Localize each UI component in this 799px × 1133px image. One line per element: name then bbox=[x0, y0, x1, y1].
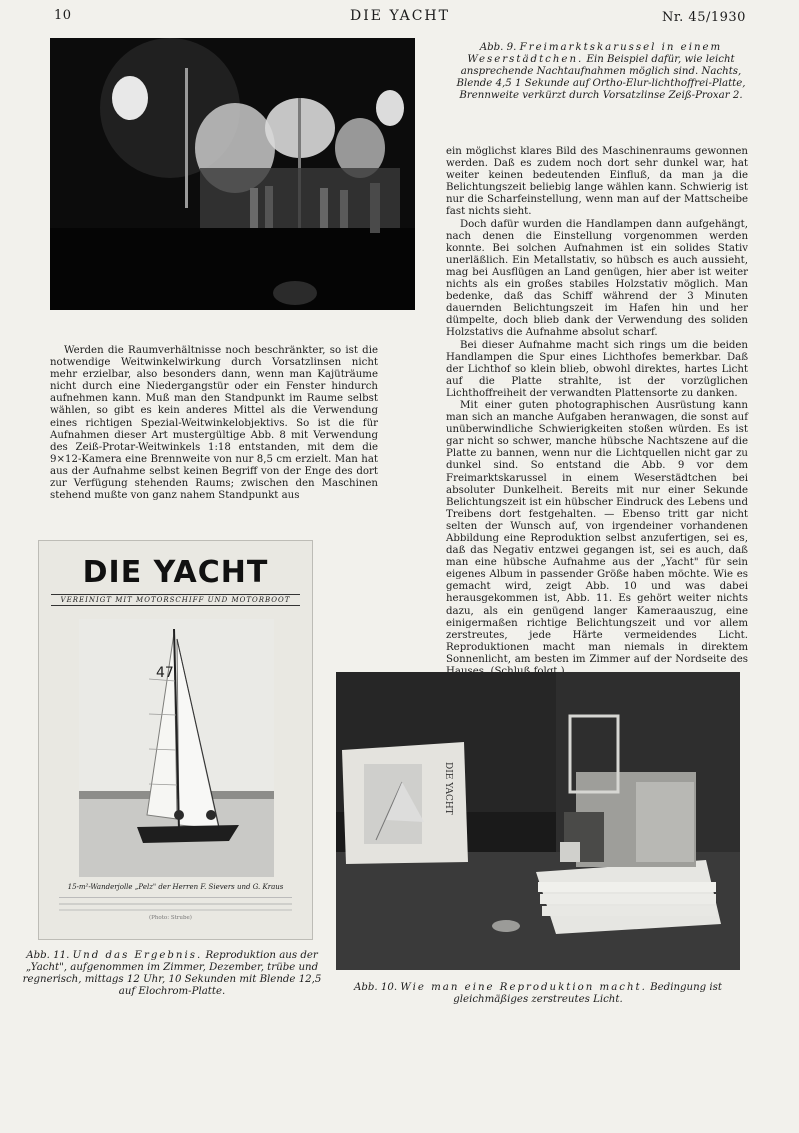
cover-fine-print bbox=[59, 909, 292, 911]
left-column-text bbox=[50, 345, 378, 502]
fig11-title: Und das Ergebnis. bbox=[72, 950, 203, 961]
paragraph: Werden die Raumverhältnisse noch beschränkter, so ist die notwendige Weitwinkelwirkung durch Vorsatzlinsen nicht mehr erzielbar, also besonders dann, wenn man Kajüträume nicht durch eine Niedergangstür oder ein Fenster hindurch aufnehmen kann. Muß man den Standpunkt im Raume selbst wählen, so gibt es kein anderes Mittel als die Verwendung eines richtigen Spezial-Weitwinkelobjektivs. So ist die für Aufnahmen dieser Art mustergültige Abb. 8 mit Verwendung des Zeiß-Protar-Weitwinkels 1:18 entstanden, mit dem die 9×12-Kamera eine Brennweite von nur 8,5 cm erzielt. Man hat aus der Aufnahme selbst keinen Begriff von der Enge des dort zur Verfügung stehenden Raums; zwischen den Maschinen stehend mußte von ganz nahem Standpunkt aus bbox=[50, 345, 378, 502]
fig11-caption bbox=[22, 950, 322, 998]
fig11-label: Abb. 11. bbox=[26, 950, 70, 961]
fig9-caption bbox=[446, 42, 756, 102]
cover-sailboat-photo bbox=[79, 619, 274, 877]
sail-number: 47 bbox=[156, 665, 174, 681]
paragraph: ein möglichst klares Bild des Maschinenraums gewonnen werden. Daß es zudem noch dort sehr dunkel war, hat weiter keinen bedeutenden Einfluß, da man ja die Belichtungszeit beliebig lange wählen kann. Schwierig ist nur die Scharfeinstellung, wenn man auf der Mattscheibe fast nichts sieht. bbox=[446, 146, 748, 218]
cover-credit: (Photo: Strube) bbox=[149, 915, 192, 921]
paragraph: Bei dieser Aufnahme macht sich rings um die beiden Handlampen die Spur eines Lichthofes bemerkbar. Daß der Lichthof so klein blieb, obwohl direktes, hartes Licht auf die Platte strahlte, ist der vorzüglichen Lichthoffreiheit der verwandten Plattensorte zu danken. bbox=[446, 339, 748, 399]
fig10-title: Wie man eine Reproduktion macht. bbox=[400, 982, 647, 993]
fig10-caption bbox=[336, 982, 740, 1006]
fig11-magazine-cover bbox=[38, 540, 313, 940]
fig10-label: Abb. 10. bbox=[354, 982, 398, 993]
paragraph: Mit einer guten photographischen Ausrüstung kann man sich an manche Aufgaben heranwagen, die sonst auf unüberwindliche Schwierigkeiten stoßen würden. Es ist gar nicht so schwer, manche hübsche Nachtszene auf die Platte zu bannen, wenn nur die Lichtquellen nicht gar zu dunkel sind. So entstand die Abb. 9 vor dem Freimarktskarussel in einem Weserstädtchen bei absoluter Dunkelheit. Bereits mit nur einer Sekunde Belichtungszeit ist ein hübscher Eindruck des Lebens und Treibens dort festgehalten. — Ebenso tritt gar nicht selten der Wunsch auf, von irgendeiner vorhandenen Abbildung eine Reproduktion selbst anzufertigen, sei es, daß das Negativ entzwei gegangen ist, sei es auch, daß man eine hübsche Aufnahme aus der „Yacht" für sein eigenes Album in passender Größe haben möchte. Wie es gemacht wird, zeigt Abb. 10 und was dabei herausgekommen ist, Abb. 11. Es gehört weiter nichts dazu, als ein genügend langer Kameraauszug, eine einigermaßen richtige Belichtungszeit und vor allem zerstreutes, jede Härte vermeidendes Licht. Reproduktionen macht man niemals in direktem Sonnenlicht, am besten im Zimmer auf der Nordseite des bbox=[446, 399, 748, 665]
right-column-text bbox=[446, 146, 748, 678]
running-title: DIE YACHT bbox=[350, 8, 450, 24]
paragraph: Doch dafür wurden die Handlampen dann aufgehängt, nach denen die Einstellung vorgenommen werden konnte. Bei solchen Aufnahmen ist ein solides Stativ unerläßlich. Ein Metallstativ, so hübsch es auch aussieht, mag bei Ausflügen an Land genügen, hier aber ist weiter nichts als ein großes stabiles Holzstativ möglich. Man bedenke, daß das Schiff während der 3 Minuten dauernden Belichtungszeit im Hafen hin und her dümpelte, doch blieb dank der Verwendung des soliden Holzstativs die Aufnahme absolut scharf. bbox=[446, 218, 748, 339]
cover-photo-caption: 15-m²-Wanderjolle „Pelz" der Herren F. Sievers und G. Kraus bbox=[67, 883, 284, 891]
fig9-text: Ein Beispiel dafür, wie leicht ansprechende Nachtaufnahmen möglich sind. Nachts, Blende 4,5 1 Sekunde auf Ortho-Elur-lichthoffrei-Platte, Brennweite verkürzt durch Vorsatzlinse Zeiß-Proxar 2. bbox=[456, 54, 746, 101]
fig9-carousel-photo bbox=[50, 38, 415, 310]
fig10-reproduction-photo bbox=[336, 672, 740, 970]
fig11-text: Reproduktion aus der „Yacht", aufgenommen im Zimmer, Dezember, trübe und regnerisch, mittags 12 Uhr, 10 Sekunden mit Blende 12,5 auf Elochrom-Platte. bbox=[22, 950, 322, 997]
page-number: 10 bbox=[54, 8, 72, 23]
fig9-label: Abb. 9. bbox=[479, 42, 517, 53]
cover-subtitle: VEREINIGT MIT MOTORSCHIFF UND MOTORBOOT bbox=[51, 594, 300, 606]
fig9-title: Freimarktskarussel in einem Weserstädtchen. bbox=[467, 42, 723, 65]
cover-divider bbox=[59, 897, 292, 898]
issue-number: Nr. 45/1930 bbox=[662, 10, 746, 25]
cover-fine-print bbox=[59, 903, 292, 905]
reproduced-cover-title: DIE YACHT bbox=[443, 762, 453, 815]
fig10-text: Bedingung ist gleichmäßiges zerstreutes Licht. bbox=[453, 982, 722, 1005]
cover-title: DIE YACHT bbox=[82, 555, 269, 590]
